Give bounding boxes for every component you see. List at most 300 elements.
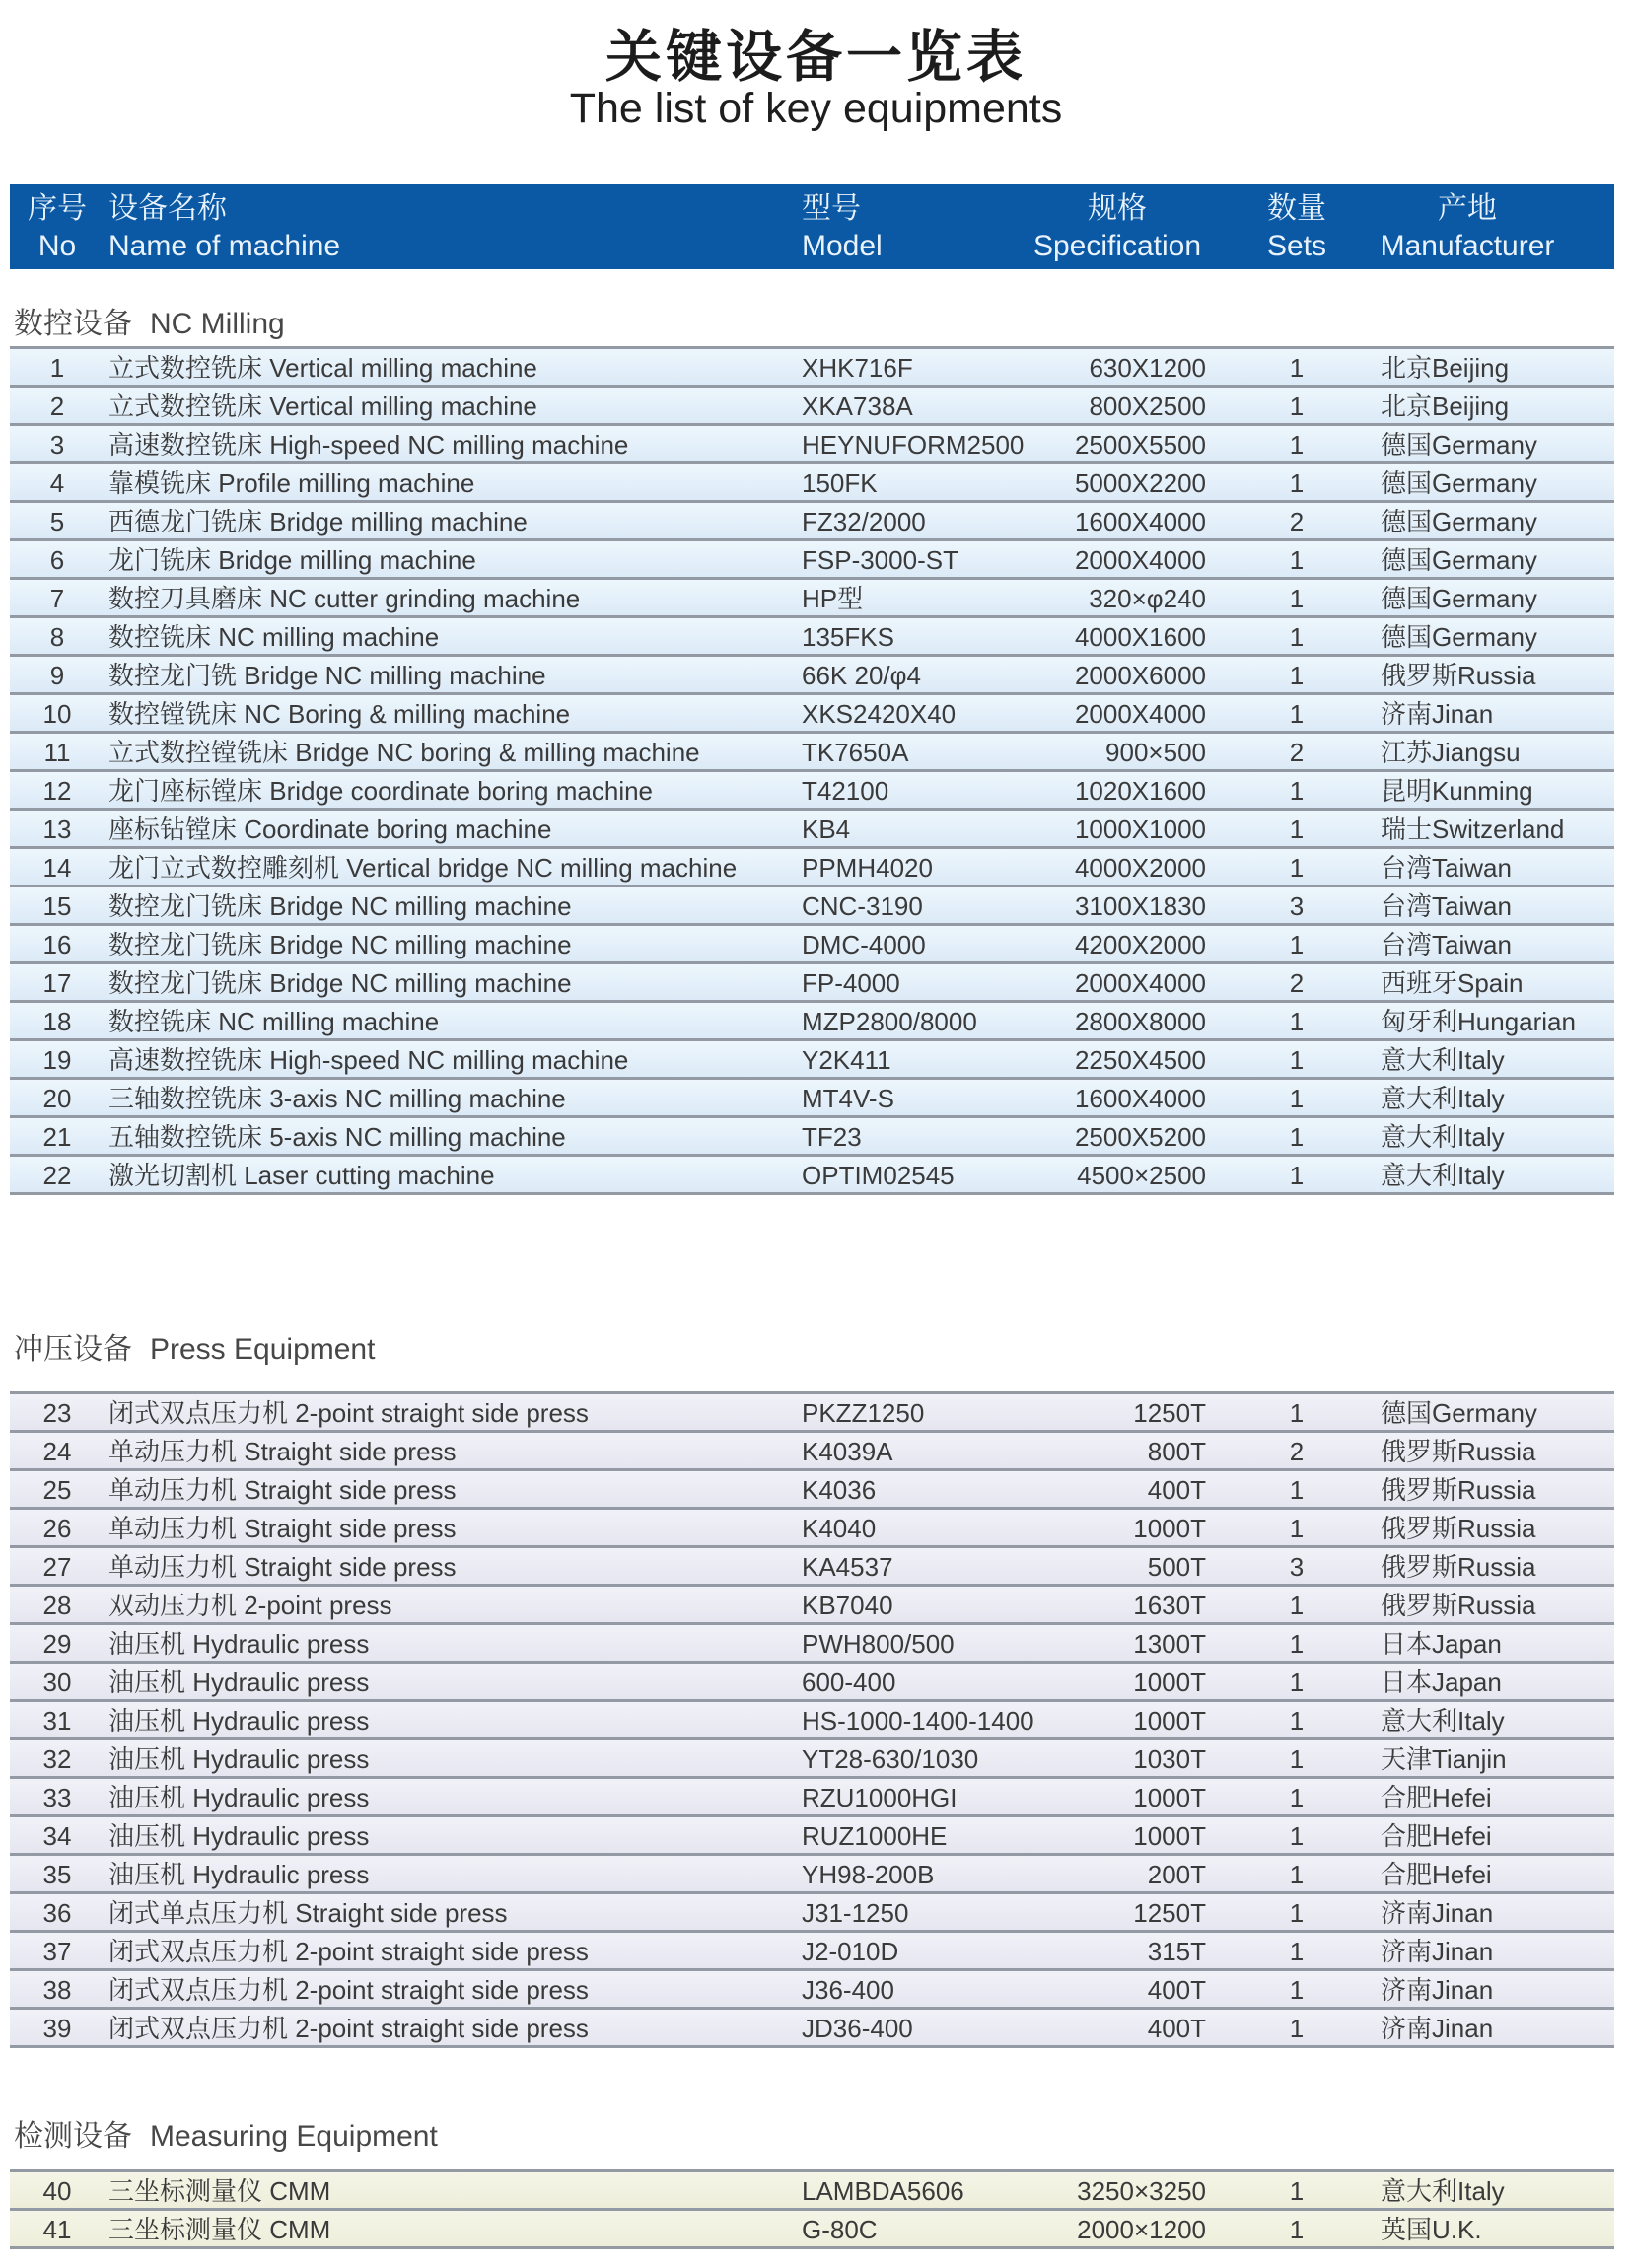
machine-name: 高速数控铣床 High-speed NC milling machine xyxy=(108,430,629,460)
specification: 2000X4000 xyxy=(1074,968,1206,998)
sets-count: 1 xyxy=(1289,930,1305,959)
manufacturer: 意大利Italy xyxy=(1381,1084,1505,1113)
machine-name: 三坐标测量仪 CMM xyxy=(108,2176,331,2206)
machine-name: 油压机 Hydraulic press xyxy=(108,1783,370,1812)
sets-count: 1 xyxy=(1289,353,1305,383)
sets-count: 1 xyxy=(1289,622,1305,652)
model: JD36-400 xyxy=(802,2014,913,2043)
specification: 1000T xyxy=(1133,1514,1206,1543)
manufacturer: 意大利Italy xyxy=(1381,1706,1505,1736)
manufacturer: 合肥Hefei xyxy=(1381,1783,1492,1812)
table-row xyxy=(10,2208,1614,2246)
row-no: 13 xyxy=(42,815,72,844)
model: K4040 xyxy=(802,1514,877,1543)
header-col-no-en: No xyxy=(37,230,77,262)
row-no: 2 xyxy=(49,391,65,421)
model: MT4V-S xyxy=(802,1084,894,1113)
row-no: 40 xyxy=(42,2176,72,2206)
row-no: 21 xyxy=(42,1122,72,1152)
table-row xyxy=(10,1545,1614,1584)
table-row xyxy=(10,961,1614,1000)
specification: 1600X4000 xyxy=(1074,507,1206,536)
specification: 2500X5200 xyxy=(1074,1122,1206,1152)
row-no: 38 xyxy=(42,1975,72,2005)
table-row xyxy=(10,1507,1614,1545)
row-no: 25 xyxy=(42,1475,72,1505)
manufacturer: 俄罗斯Russia xyxy=(1381,661,1536,690)
table-row xyxy=(10,577,1614,615)
machine-name: 数控刀具磨床 NC cutter grinding machine xyxy=(108,584,581,613)
section-label-nc-milling xyxy=(14,306,285,343)
table-row xyxy=(10,1814,1614,1853)
machine-name: 油压机 Hydraulic press xyxy=(108,1821,370,1851)
manufacturer: 济南Jinan xyxy=(1381,2014,1494,2043)
model: Y2K411 xyxy=(802,1045,891,1075)
row-no: 28 xyxy=(42,1591,72,1620)
manufacturer: 意大利Italy xyxy=(1381,2176,1505,2206)
sets-count: 1 xyxy=(1289,853,1305,883)
specification: 1000X1000 xyxy=(1074,815,1206,844)
specification: 3100X1830 xyxy=(1074,891,1206,921)
row-no: 15 xyxy=(42,891,72,921)
row-no: 4 xyxy=(49,468,65,498)
model: HS-1000-1400-1400 xyxy=(802,1706,1034,1736)
table-row xyxy=(10,1584,1614,1622)
specification: 900×500 xyxy=(1105,738,1206,767)
machine-name: 闭式双点压力机 2-point straight side press xyxy=(108,1937,589,1966)
table-row xyxy=(10,423,1614,461)
sets-count: 1 xyxy=(1289,1122,1305,1152)
table-row xyxy=(10,1077,1614,1115)
manufacturer: 意大利Italy xyxy=(1381,1122,1505,1152)
table-row xyxy=(10,808,1614,846)
row-no: 36 xyxy=(42,1898,72,1928)
specification: 2000×1200 xyxy=(1077,2215,1206,2244)
header-col-sets-en: Sets xyxy=(1266,230,1327,262)
header-col-model-zh: 型号 xyxy=(802,192,861,225)
header-col-manufacturer xyxy=(1369,189,1566,264)
manufacturer: 日本Japan xyxy=(1381,1667,1502,1697)
sets-count: 2 xyxy=(1289,1437,1305,1466)
specification: 1250T xyxy=(1133,1398,1206,1428)
manufacturer: 日本Japan xyxy=(1381,1629,1502,1659)
sets-count: 1 xyxy=(1289,1514,1305,1543)
manufacturer: 意大利Italy xyxy=(1381,1045,1505,1075)
sets-count: 1 xyxy=(1289,1744,1305,1774)
model: G-80C xyxy=(802,2215,878,2244)
table-row xyxy=(10,1776,1614,1814)
row-no: 23 xyxy=(42,1398,72,1428)
machine-name: 数控镗铣床 NC Boring & milling machine xyxy=(108,699,571,729)
table-row xyxy=(10,1853,1614,1891)
row-no: 29 xyxy=(42,1629,72,1659)
manufacturer: 北京Beijing xyxy=(1381,391,1510,421)
sets-count: 1 xyxy=(1289,2176,1305,2206)
machine-name: 数控龙门铣床 Bridge NC milling machine xyxy=(108,968,572,998)
specification: 5000X2200 xyxy=(1074,468,1206,498)
machine-name: 激光切割机 Laser cutting machine xyxy=(108,1161,495,1190)
model: FP-4000 xyxy=(802,968,900,998)
manufacturer: 昆明Kunming xyxy=(1381,776,1533,806)
table-row xyxy=(10,654,1614,692)
specification: 1300T xyxy=(1133,1629,1206,1659)
model: XKS2420X40 xyxy=(802,699,957,729)
table-row xyxy=(10,1891,1614,1930)
model: XKA738A xyxy=(802,391,913,421)
model: RUZ1000HE xyxy=(802,1821,948,1851)
sets-count: 2 xyxy=(1289,507,1305,536)
model: CNC-3190 xyxy=(802,891,923,921)
table-row xyxy=(10,1622,1614,1661)
header-col-manufacturer-en: Manufacturer xyxy=(1380,230,1555,262)
header-col-model-en: Model xyxy=(802,230,883,262)
machine-name: 双动压力机 2-point press xyxy=(108,1591,392,1620)
specification: 1600X4000 xyxy=(1074,1084,1206,1113)
manufacturer: 合肥Hefei xyxy=(1381,1860,1492,1889)
sets-count: 1 xyxy=(1289,815,1305,844)
machine-name: 油压机 Hydraulic press xyxy=(108,1860,370,1889)
model: MZP2800/8000 xyxy=(802,1007,977,1036)
specification: 1000T xyxy=(1133,1821,1206,1851)
table-row xyxy=(10,769,1614,808)
table-row xyxy=(10,1038,1614,1077)
table-row xyxy=(10,538,1614,577)
sets-count: 1 xyxy=(1289,1629,1305,1659)
row-no: 9 xyxy=(49,661,65,690)
section-label-zh: 冲压设备 xyxy=(14,1333,132,1366)
manufacturer: 台湾Taiwan xyxy=(1381,853,1512,883)
table-row xyxy=(10,846,1614,885)
manufacturer: 德国Germany xyxy=(1381,430,1537,460)
machine-name: 龙门立式数控雕刻机 Vertical bridge NC milling machine xyxy=(108,853,738,883)
model: 150FK xyxy=(802,468,878,498)
row-no: 14 xyxy=(42,853,72,883)
row-no: 31 xyxy=(42,1706,72,1736)
model: PWH800/500 xyxy=(802,1629,955,1659)
machine-name: 三坐标测量仪 CMM xyxy=(108,2215,331,2244)
row-no: 5 xyxy=(49,507,65,536)
manufacturer: 济南Jinan xyxy=(1381,1975,1494,2005)
header-col-spec xyxy=(1009,189,1226,264)
table-row xyxy=(10,1930,1614,1968)
sets-count: 1 xyxy=(1289,661,1305,690)
specification: 1250T xyxy=(1133,1898,1206,1928)
model: RZU1000HGI xyxy=(802,1783,958,1812)
machine-name: 油压机 Hydraulic press xyxy=(108,1629,370,1659)
model: HP型 xyxy=(802,584,864,613)
row-no: 26 xyxy=(42,1514,72,1543)
row-no: 37 xyxy=(42,1937,72,1966)
page-subtitle: The list of key equipments xyxy=(569,85,1063,132)
model: PPMH4020 xyxy=(802,853,933,883)
sets-count: 1 xyxy=(1289,1783,1305,1812)
specification: 4200X2000 xyxy=(1074,930,1206,959)
model: J2-010D xyxy=(802,1937,899,1966)
manufacturer: 意大利Italy xyxy=(1381,1161,1505,1190)
specification: 500T xyxy=(1147,1552,1206,1582)
table-row xyxy=(10,885,1614,923)
model: KA4537 xyxy=(802,1552,893,1582)
section-label-zh: 数控设备 xyxy=(14,308,132,340)
row-no: 1 xyxy=(49,353,65,383)
row-no: 7 xyxy=(49,584,65,613)
model: TK7650A xyxy=(802,738,909,767)
table-row xyxy=(10,346,1614,385)
machine-name: 单动压力机 Straight side press xyxy=(108,1552,457,1582)
machine-name: 油压机 Hydraulic press xyxy=(108,1744,370,1774)
machine-name: 五轴数控铣床 5-axis NC milling machine xyxy=(108,1122,566,1152)
manufacturer: 俄罗斯Russia xyxy=(1381,1475,1536,1505)
table-row xyxy=(10,1391,1614,1430)
manufacturer: 济南Jinan xyxy=(1381,699,1494,729)
table-row xyxy=(10,923,1614,961)
machine-name: 油压机 Hydraulic press xyxy=(108,1667,370,1697)
model: YH98-200B xyxy=(802,1860,935,1889)
specification: 630X1200 xyxy=(1089,353,1206,383)
row-no: 11 xyxy=(43,738,71,767)
manufacturer: 北京Beijing xyxy=(1381,353,1510,383)
row-no: 30 xyxy=(42,1667,72,1697)
sets-count: 1 xyxy=(1289,1860,1305,1889)
sets-count: 1 xyxy=(1289,1591,1305,1620)
machine-name: 数控龙门铣 Bridge NC milling machine xyxy=(108,661,546,690)
manufacturer: 西班牙Spain xyxy=(1381,968,1524,998)
table-row xyxy=(10,1699,1614,1737)
section-label-press-equipment xyxy=(14,1331,375,1369)
model: 135FKS xyxy=(802,622,894,652)
table-row xyxy=(10,1000,1614,1038)
manufacturer: 英国U.K. xyxy=(1381,2215,1482,2244)
header-col-name-en: Name of machine xyxy=(108,230,341,262)
machine-name: 西德龙门铣床 Bridge milling machine xyxy=(108,507,528,536)
row-no: 6 xyxy=(49,545,65,575)
sets-count: 1 xyxy=(1289,1007,1305,1036)
row-no: 18 xyxy=(42,1007,72,1036)
sets-count: 1 xyxy=(1289,391,1305,421)
row-no: 39 xyxy=(42,2014,72,2043)
machine-name: 数控铣床 NC milling machine xyxy=(108,622,440,652)
specification: 400T xyxy=(1147,2014,1206,2043)
sets-count: 1 xyxy=(1289,545,1305,575)
manufacturer: 德国Germany xyxy=(1381,584,1537,613)
sets-count: 2 xyxy=(1289,968,1305,998)
manufacturer: 德国Germany xyxy=(1381,1398,1537,1428)
machine-name: 龙门座标镗床 Bridge coordinate boring machine xyxy=(108,776,654,806)
manufacturer: 济南Jinan xyxy=(1381,1937,1494,1966)
row-no: 41 xyxy=(42,2215,72,2244)
section-label-en: NC Milling xyxy=(150,308,285,340)
sets-count: 1 xyxy=(1289,1398,1305,1428)
specification: 1000T xyxy=(1133,1667,1206,1697)
specification: 3250×3250 xyxy=(1077,2176,1206,2206)
row-no: 32 xyxy=(42,1744,72,1774)
specification: 1020X1600 xyxy=(1074,776,1206,806)
machine-name: 数控龙门铣床 Bridge NC milling machine xyxy=(108,930,572,959)
model: KB7040 xyxy=(802,1591,893,1620)
sets-count: 1 xyxy=(1289,776,1305,806)
row-no: 16 xyxy=(42,930,72,959)
specification: 400T xyxy=(1147,1975,1206,2005)
machine-name: 立式数控铣床 Vertical milling machine xyxy=(108,391,537,421)
header-col-spec-en: Specification xyxy=(1032,230,1202,262)
model: KB4 xyxy=(802,815,851,844)
section-rows-nc-milling xyxy=(10,346,1614,1195)
model: PKZZ1250 xyxy=(802,1398,925,1428)
header-col-manufacturer-zh: 产地 xyxy=(1438,192,1497,225)
manufacturer: 俄罗斯Russia xyxy=(1381,1552,1536,1582)
manufacturer: 德国Germany xyxy=(1381,468,1537,498)
sets-count: 1 xyxy=(1289,1937,1305,1966)
section-label-zh: 检测设备 xyxy=(14,2120,132,2153)
manufacturer: 俄罗斯Russia xyxy=(1381,1437,1536,1466)
machine-name: 数控龙门铣床 Bridge NC milling machine xyxy=(108,891,572,921)
row-no: 34 xyxy=(42,1821,72,1851)
sets-count: 1 xyxy=(1289,1084,1305,1113)
model: HEYNUFORM2500 xyxy=(802,430,1025,460)
specification: 200T xyxy=(1147,1860,1206,1889)
header-col-sets-zh: 数量 xyxy=(1267,192,1326,225)
manufacturer: 俄罗斯Russia xyxy=(1381,1591,1536,1620)
section-label-en: Measuring Equipment xyxy=(150,2120,438,2153)
table-row xyxy=(10,461,1614,500)
manufacturer: 匈牙利Hungarian xyxy=(1381,1007,1576,1036)
manufacturer: 德国Germany xyxy=(1381,507,1537,536)
row-no: 24 xyxy=(42,1437,72,1466)
table-row xyxy=(10,1430,1614,1468)
section-rows-measuring-equipment xyxy=(10,2169,1614,2249)
specification: 2250X4500 xyxy=(1074,1045,1206,1075)
sets-count: 1 xyxy=(1289,468,1305,498)
section-rows-press-equipment xyxy=(10,1391,1614,2048)
specification: 800X2500 xyxy=(1089,391,1206,421)
section-label-en: Press Equipment xyxy=(150,1333,376,1366)
model: K4036 xyxy=(802,1475,877,1505)
row-no: 8 xyxy=(49,622,65,652)
machine-name: 高速数控铣床 High-speed NC milling machine xyxy=(108,1045,629,1075)
row-no: 35 xyxy=(42,1860,72,1889)
specification: 400T xyxy=(1147,1475,1206,1505)
model: DMC-4000 xyxy=(802,930,926,959)
table-row xyxy=(10,615,1614,654)
table-row xyxy=(10,2007,1614,2045)
specification: 2000X4000 xyxy=(1074,545,1206,575)
sets-count: 1 xyxy=(1289,584,1305,613)
specification: 800T xyxy=(1147,1437,1206,1466)
sets-count: 2 xyxy=(1289,738,1305,767)
header-col-no xyxy=(10,189,105,264)
specification: 4500×2500 xyxy=(1077,1161,1206,1190)
machine-name: 三轴数控铣床 3-axis NC milling machine xyxy=(108,1084,566,1113)
sets-count: 3 xyxy=(1289,1552,1305,1582)
sets-count: 1 xyxy=(1289,699,1305,729)
sets-count: 1 xyxy=(1289,430,1305,460)
sets-count: 1 xyxy=(1289,1975,1305,2005)
sets-count: 1 xyxy=(1289,1045,1305,1075)
specification: 4000X2000 xyxy=(1074,853,1206,883)
table-row xyxy=(10,1737,1614,1776)
machine-name: 立式数控镗铣床 Bridge NC boring & milling machine xyxy=(108,738,700,767)
model: OPTIM02545 xyxy=(802,1161,955,1190)
row-no: 22 xyxy=(42,1161,72,1190)
table-row xyxy=(10,1968,1614,2007)
machine-name: 龙门铣床 Bridge milling machine xyxy=(108,545,476,575)
specification: 1000T xyxy=(1133,1706,1206,1736)
model: YT28-630/1030 xyxy=(802,1744,979,1774)
sets-count: 1 xyxy=(1289,1475,1305,1505)
sets-count: 1 xyxy=(1289,1821,1305,1851)
model: K4039A xyxy=(802,1437,893,1466)
model: 600-400 xyxy=(802,1667,896,1697)
manufacturer: 瑞士Switzerland xyxy=(1381,815,1565,844)
header-col-sets xyxy=(1247,189,1346,264)
header-col-spec-zh: 规格 xyxy=(1088,192,1147,225)
model: FZ32/2000 xyxy=(802,507,926,536)
table-row xyxy=(10,1661,1614,1699)
manufacturer: 济南Jinan xyxy=(1381,1898,1494,1928)
specification: 320×φ240 xyxy=(1089,584,1206,613)
manufacturer: 台湾Taiwan xyxy=(1381,891,1512,921)
table-row xyxy=(10,1468,1614,1507)
table-row xyxy=(10,1115,1614,1154)
row-no: 33 xyxy=(42,1783,72,1812)
row-no: 17 xyxy=(42,968,72,998)
sets-count: 3 xyxy=(1289,891,1305,921)
manufacturer: 合肥Hefei xyxy=(1381,1821,1492,1851)
table-row xyxy=(10,385,1614,423)
table-row xyxy=(10,692,1614,731)
specification: 1030T xyxy=(1133,1744,1206,1774)
model: FSP-3000-ST xyxy=(802,545,958,575)
specification: 315T xyxy=(1147,1937,1206,1966)
machine-name: 闭式双点压力机 2-point straight side press xyxy=(108,2014,589,2043)
table-row xyxy=(10,731,1614,769)
table-header-bar xyxy=(10,184,1614,269)
row-no: 3 xyxy=(49,430,65,460)
header-col-name-zh: 设备名称 xyxy=(108,192,227,225)
model: XHK716F xyxy=(802,353,913,383)
specification: 1000T xyxy=(1133,1783,1206,1812)
table-row xyxy=(10,1154,1614,1192)
sets-count: 1 xyxy=(1289,1667,1305,1697)
row-no: 20 xyxy=(42,1084,72,1113)
page-title: 关键设备一览表 xyxy=(605,26,1027,89)
row-no: 27 xyxy=(42,1552,72,1582)
specification: 2500X5500 xyxy=(1074,430,1206,460)
specification: 2000X4000 xyxy=(1074,699,1206,729)
model: 66K 20/φ4 xyxy=(802,661,921,690)
row-no: 19 xyxy=(42,1045,72,1075)
machine-name: 单动压力机 Straight side press xyxy=(108,1514,457,1543)
model: J31-1250 xyxy=(802,1898,909,1928)
specification: 1630T xyxy=(1133,1591,1206,1620)
model: J36-400 xyxy=(802,1975,894,2005)
sets-count: 1 xyxy=(1289,2014,1305,2043)
machine-name: 单动压力机 Straight side press xyxy=(108,1437,457,1466)
manufacturer: 江苏Jiangsu xyxy=(1381,738,1521,767)
machine-name: 靠模铣床 Profile milling machine xyxy=(108,468,475,498)
section-label-measuring-equipment xyxy=(14,2118,438,2156)
model: T42100 xyxy=(802,776,889,806)
specification: 2000X6000 xyxy=(1074,661,1206,690)
manufacturer: 俄罗斯Russia xyxy=(1381,1514,1536,1543)
model: TF23 xyxy=(802,1122,862,1152)
machine-name: 座标钻镗床 Coordinate boring machine xyxy=(108,815,552,844)
header-col-name xyxy=(108,189,340,264)
machine-name: 闭式双点压力机 2-point straight side press xyxy=(108,1975,589,2005)
header-col-no-zh: 序号 xyxy=(28,192,87,225)
row-no: 10 xyxy=(42,699,72,729)
specification: 4000X1600 xyxy=(1074,622,1206,652)
